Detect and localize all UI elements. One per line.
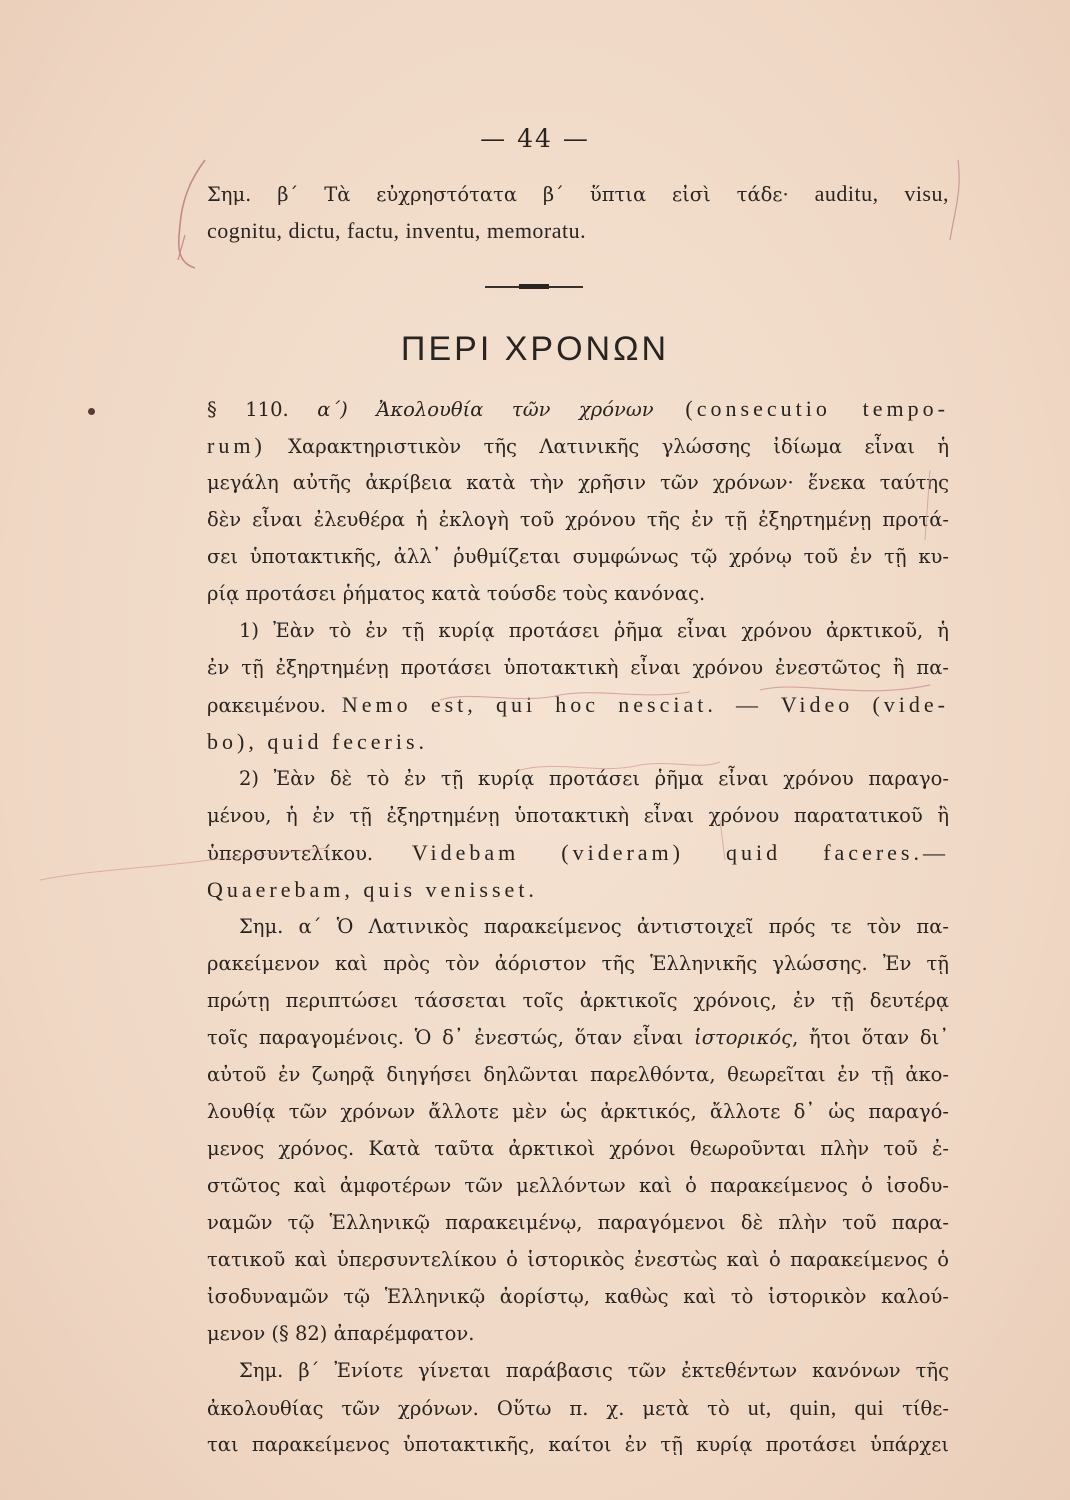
text-line: ρακειμένου. Nemo est, qui hoc nesciat. — Video (vide- bbox=[207, 692, 949, 717]
text-line: ἀκολουθίας τῶν χρόνων. Οὕτω π. χ. μετὰ τὸ ut, quin, qui τίθε- bbox=[207, 1395, 949, 1420]
text-line: cognitu, dictu, factu, inventu, memoratu. bbox=[207, 218, 587, 243]
text-line: ὑπερσυντελίκου. Videbam (videram) quid faceres.— bbox=[207, 840, 949, 865]
text-line: λουθίᾳ τῶν χρόνων ἄλλοτε μὲν ὡς ἀρκτικός, ἄλλοτε δ᾽ ὡς παραγό- bbox=[207, 1100, 949, 1123]
margin-dot bbox=[88, 408, 95, 415]
section-heading: ΠΕΡΙ ΧΡΟΝΩΝ bbox=[400, 330, 670, 368]
text-line: στῶτος καὶ ἀμφοτέρων τῶν μελλόντων καὶ ὁ παρακείμενος ὁ ἰσοδυ- bbox=[207, 1174, 949, 1197]
text-line: αὐτοῦ ἐν ζωηρᾷ διηγήσει δηλῶνται παρελθόντα, θεωρεῖται ἐν τῇ ἀκο- bbox=[207, 1063, 949, 1086]
text-line: μενον (§ 82) ἀπαρέμφατον. bbox=[207, 1322, 475, 1345]
text-line: μεγάλη αὐτῆς ἀκρίβεια κατὰ τὴν χρῆσιν τῶν χρόνων· ἕνεκα ταύτης bbox=[207, 471, 949, 494]
text-line: ἰσοδυναμῶν τῷ Ἑλληνικῷ ἀορίστῳ, καθὼς καὶ τὸ ἱστορικὸν καλού- bbox=[207, 1285, 949, 1308]
text-line: δὲν εἶναι ἐλευθέρα ἡ ἐκλογὴ τοῦ χρόνου τῆς ἐν τῇ ἐξηρτημένῃ προτά- bbox=[207, 508, 949, 531]
text-line: ρακείμενον καὶ πρὸς τὸν ἀόριστον τῆς Ἑλληνικῆς γλώσσης. Ἐν τῇ bbox=[207, 952, 949, 975]
text-line: ται παρακείμενος ὑποτακτικῆς, καίτοι ἐν τῇ κυρίᾳ προτάσει ὑπάρχει bbox=[207, 1433, 949, 1456]
text-line: τοῖς παραγομένοις. Ὁ δ᾽ ἐνεστώς, ὅταν εἶναι ἱστορικός, ἤτοι ὅταν δι᾽ bbox=[207, 1026, 949, 1049]
text-line: μενος χρόνος. Κατὰ ταῦτα ἀρκτικοὶ χρόνοι θεωροῦνται πλὴν τοῦ ἐ- bbox=[207, 1137, 949, 1160]
text-line: σει ὑποτακτικῆς, ἀλλ᾽ ῥυθμίζεται συμφώνως τῷ χρόνῳ τοῦ ἐν τῇ κυ- bbox=[207, 545, 949, 568]
note-top bbox=[207, 175, 949, 249]
text-line: τατικοῦ καὶ ὑπερσυντελίκου ὁ ἱστορικὸς ἐνεστὼς καὶ ὁ παρακείμενος ὁ bbox=[207, 1248, 949, 1271]
text-line: Σημ. β΄ Ἐνίοτε γίνεται παράβασις τῶν ἐκτεθέντων κανόνων τῆς bbox=[239, 1359, 949, 1382]
text-line: 1) Ἐὰν τὸ ἐν τῇ κυρίᾳ προτάσει ῥῆμα εἶναι χρόνου ἀρκτικοῦ, ἡ bbox=[239, 619, 949, 642]
text-line: bo), quid feceris. bbox=[207, 729, 429, 754]
body-text bbox=[207, 390, 949, 1463]
text-line: Σημ. α΄ Ὁ Λατινικὸς παρακείμενος ἀντιστοιχεῖ πρός τε τὸν πα- bbox=[239, 915, 949, 938]
section-divider bbox=[485, 286, 583, 288]
text-line: ρίᾳ προτάσει ῥήματος κατὰ τούσδε τοὺς κανόνας. bbox=[207, 582, 706, 605]
text-line: rum) Χαρακτηριστικὸν τῆς Λατινικῆς γλώσσης ἰδίωμα εἶναι ἡ bbox=[207, 433, 949, 458]
text-line: Σημ. β΄ Τὰ εὐχρηστότατα β΄ ὕπτια εἰσὶ τάδε· auditu, visu, bbox=[207, 181, 949, 206]
text-line: ναμῶν τῷ Ἑλληνικῷ παρακειμένῳ, παραγόμενοι δὲ πλὴν τοῦ παρα- bbox=[207, 1211, 949, 1234]
text-line: Quaerebam, quis venisset. bbox=[207, 877, 538, 902]
text-line: μένου, ἡ ἐν τῇ ἐξηρτημένῃ ὑποτακτικὴ εἶναι χρόνου παρατατικοῦ ἢ bbox=[207, 804, 949, 827]
text-line: ἐν τῇ ἐξηρτημένῃ προτάσει ὑποτακτικὴ εἶναι χρόνου ἐνεστῶτος ἢ πα- bbox=[207, 656, 949, 679]
text-line: πρώτῃ περιπτώσει τάσσεται τοῖς ἀρκτικοῖς χρόνοις, ἐν τῇ δευτέρᾳ bbox=[207, 989, 949, 1012]
page-number: — 44 — bbox=[480, 124, 590, 153]
text-line: § 110. α΄) Ἀκολουθία τῶν χρόνων (consecutio tempo- bbox=[207, 396, 949, 421]
text-line: 2) Ἐὰν δὲ τὸ ἐν τῇ κυρίᾳ προτάσει ῥῆμα εἶναι χρόνου παραγο- bbox=[239, 767, 949, 790]
